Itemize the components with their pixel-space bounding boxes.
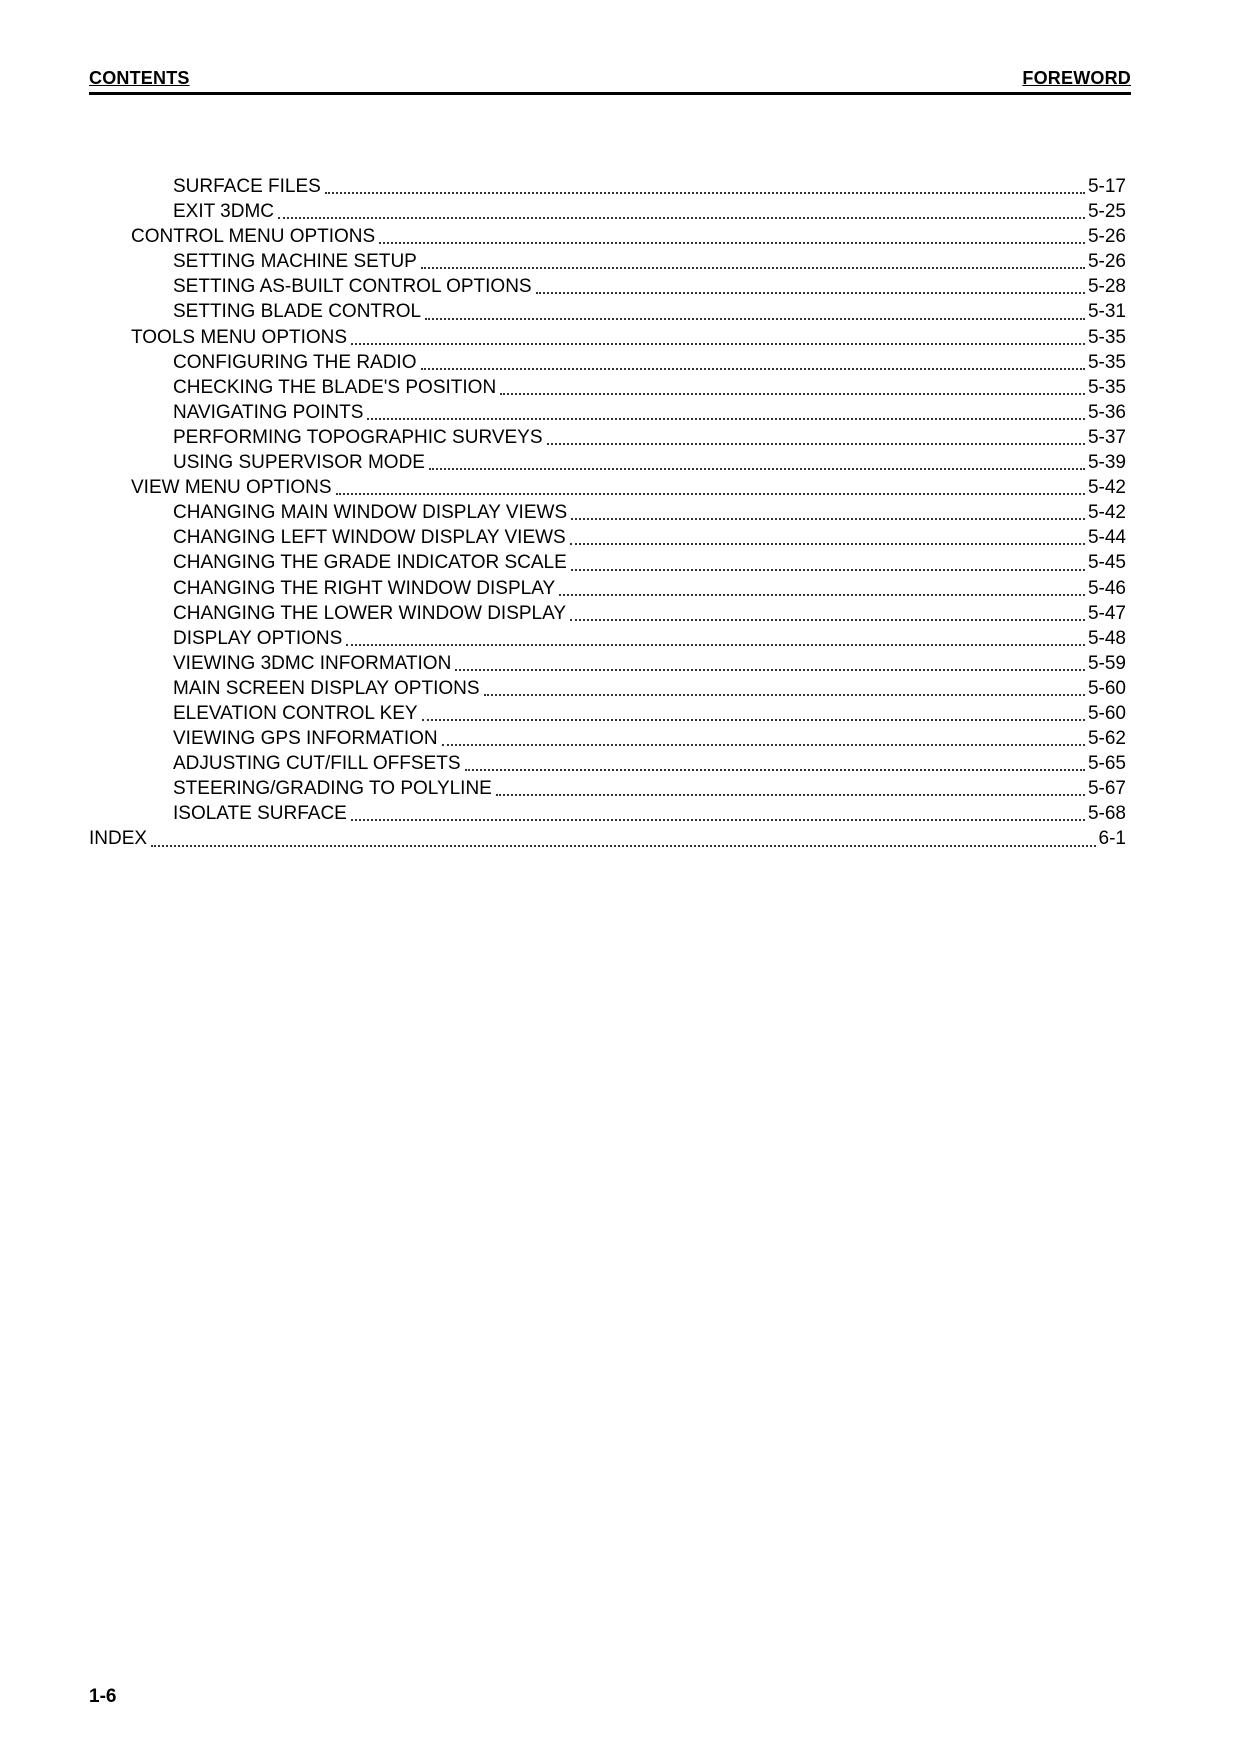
toc-entry[interactable] [89,701,1126,726]
toc-entry-title: SETTING AS-BUILT CONTROL OPTIONS [173,276,532,298]
toc-entry-page: 5-36 [1087,401,1126,423]
toc-entry[interactable] [89,224,1126,249]
toc-leader-dots [351,799,1085,821]
toc-entry-page: 5-35 [1087,376,1126,398]
toc-entry[interactable] [89,475,1126,500]
toc-leader-dots [570,523,1085,545]
toc-entry[interactable] [89,676,1126,701]
toc-leader-dots [571,549,1085,571]
toc-entry-title: CHANGING THE RIGHT WINDOW DISPLAY [173,577,556,599]
toc-entry[interactable] [89,726,1126,751]
page-number: 1-6 [89,1686,117,1707]
toc-leader-dots [465,749,1085,771]
toc-entry-title: USING SUPERVISOR MODE [173,452,425,474]
toc-entry[interactable] [89,325,1126,350]
toc-entry-title: ELEVATION CONTROL KEY [173,702,418,724]
toc-entry-title: CONFIGURING THE RADIO [173,351,417,373]
toc-entry[interactable] [89,626,1126,651]
toc-entry-page: 5-26 [1087,251,1126,273]
toc-leader-dots [496,774,1085,796]
toc-entry-title: INDEX [89,828,148,850]
toc-entry-page: 5-39 [1087,452,1126,474]
toc-leader-dots [336,473,1085,495]
toc-entry-page: 5-25 [1087,201,1126,223]
toc-leader-dots [536,272,1085,294]
toc-entry[interactable] [89,299,1126,324]
toc-entry[interactable] [89,601,1126,626]
toc-entry[interactable] [89,826,1126,851]
toc-leader-dots [442,724,1085,746]
toc-leader-dots [325,172,1085,194]
toc-entry-title: SETTING MACHINE SETUP [173,251,417,273]
toc-entry-page: 5-28 [1087,276,1126,298]
toc-entry-title: MAIN SCREEN DISPLAY OPTIONS [173,677,480,699]
table-of-contents [89,174,1126,852]
toc-entry[interactable] [89,776,1126,801]
toc-leader-dots [367,398,1085,420]
header-section-title: CONTENTS [89,68,190,88]
toc-entry-page: 5-60 [1087,677,1126,699]
toc-leader-dots [151,825,1095,847]
toc-entry-page: 5-42 [1087,502,1126,524]
toc-entry-page: 5-65 [1087,753,1126,775]
toc-entry-page: 5-31 [1087,301,1126,323]
toc-entry[interactable] [89,249,1126,274]
toc-entry[interactable] [89,651,1126,676]
toc-entry-page: 5-48 [1087,627,1126,649]
toc-leader-dots [571,498,1085,520]
toc-entry-page: 5-46 [1087,577,1126,599]
toc-entry-page: 6-1 [1098,828,1126,850]
toc-leader-dots [547,423,1085,445]
toc-entry-title: VIEWING 3DMC INFORMATION [173,652,452,674]
toc-entry-title: ADJUSTING CUT/FILL OFFSETS [173,753,461,775]
toc-entry-title: VIEWING GPS INFORMATION [173,728,438,750]
header-chapter-title: FOREWORD [1022,68,1131,88]
toc-entry-page: 5-17 [1087,176,1126,197]
toc-entry-title: CHECKING THE BLADE'S POSITION [173,376,497,398]
toc-leader-dots [379,222,1085,244]
toc-entry-title: CHANGING LEFT WINDOW DISPLAY VIEWS [173,527,566,549]
toc-leader-dots [421,348,1085,370]
toc-entry-page: 5-67 [1087,778,1126,800]
toc-entry-title: CONTROL MENU OPTIONS [131,226,376,248]
toc-entry-page: 5-68 [1087,803,1126,825]
toc-leader-dots [422,699,1085,721]
toc-leader-dots [570,599,1085,621]
toc-leader-dots [351,323,1085,345]
toc-entry[interactable] [89,400,1126,425]
toc-entry[interactable] [89,500,1126,525]
toc-entry[interactable] [89,525,1126,550]
toc-leader-dots [278,197,1085,219]
toc-entry-title: CHANGING THE LOWER WINDOW DISPLAY [173,602,567,624]
toc-entry-title: NAVIGATING POINTS [173,401,364,423]
toc-leader-dots [500,373,1085,395]
toc-entry[interactable] [89,375,1126,400]
toc-leader-dots [421,247,1085,269]
toc-entry[interactable] [89,199,1126,224]
toc-entry-page: 5-45 [1087,552,1126,574]
toc-entry-page: 5-35 [1087,351,1126,373]
toc-entry-title: PERFORMING TOPOGRAPHIC SURVEYS [173,426,543,448]
toc-entry-page: 5-26 [1087,226,1126,248]
toc-entry-page: 5-47 [1087,602,1126,624]
toc-entry[interactable] [89,350,1126,375]
toc-entry[interactable] [89,550,1126,575]
toc-entry-title: CHANGING MAIN WINDOW DISPLAY VIEWS [173,502,568,524]
toc-entry-page: 5-35 [1087,326,1126,348]
toc-entry-page: 5-59 [1087,652,1126,674]
toc-entry[interactable] [89,801,1126,826]
toc-entry[interactable] [89,576,1126,601]
toc-leader-dots [484,674,1085,696]
toc-entry[interactable] [89,450,1126,475]
toc-entry-title: VIEW MENU OPTIONS [131,477,332,499]
toc-entry-title: TOOLS MENU OPTIONS [131,326,348,348]
toc-entry-page: 5-37 [1087,426,1126,448]
toc-entry-title: EXIT 3DMC [173,201,275,223]
toc-entry-page: 5-60 [1087,702,1126,724]
toc-entry-page: 5-62 [1087,728,1126,750]
toc-entry-title: CHANGING THE GRADE INDICATOR SCALE [173,552,567,574]
toc-leader-dots [429,448,1085,470]
toc-leader-dots [559,574,1085,596]
toc-entry-title: DISPLAY OPTIONS [173,627,343,649]
toc-entry-title: SETTING BLADE CONTROL [173,301,422,323]
toc-entry-title: STEERING/GRADING TO POLYLINE [173,778,492,800]
toc-leader-dots [425,298,1085,320]
toc-entry-title: SURFACE FILES [173,176,321,197]
toc-entry-page: 5-44 [1087,527,1126,549]
toc-entry[interactable] [89,274,1126,299]
toc-entry[interactable] [89,174,1126,199]
toc-entry-title: ISOLATE SURFACE [173,803,347,825]
toc-leader-dots [346,624,1085,646]
page-header [89,66,1131,95]
toc-entry-page: 5-42 [1087,477,1126,499]
toc-leader-dots [455,649,1085,671]
toc-entry[interactable] [89,751,1126,776]
toc-entry[interactable] [89,425,1126,450]
